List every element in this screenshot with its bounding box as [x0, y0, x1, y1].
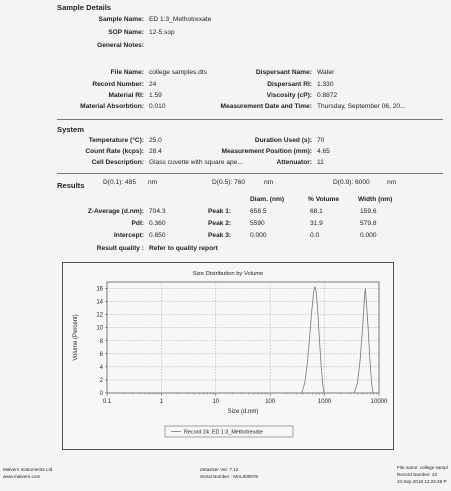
- pdi-label: PdI:: [131, 220, 144, 227]
- result-quality-value: Refer to quality report: [149, 245, 218, 252]
- attenuator-value: 11: [317, 159, 324, 166]
- x-tick-label: 10000: [370, 399, 388, 405]
- results-heading: Results: [57, 181, 85, 190]
- footer-date: 24 Sep 2018 12:22:48 P: [397, 479, 447, 484]
- series-point: [362, 327, 363, 328]
- duration-label: Duration Used (s):: [254, 137, 312, 144]
- divider-system: [57, 119, 443, 120]
- x-axis-label: Size (d.nm): [227, 409, 259, 415]
- record-number-label: Record Number:: [92, 81, 144, 88]
- file-name-value: college samples.dts: [149, 69, 207, 76]
- temperature-label: Temperature (°C):: [88, 137, 144, 144]
- count-rate-value: 28.4: [149, 148, 162, 155]
- series-point: [322, 383, 323, 384]
- y-tick-label: 0: [99, 391, 103, 397]
- count-rate-label: Count Rate (kcps):: [85, 148, 144, 155]
- measurement-position-value: 4.65: [317, 148, 330, 155]
- footer-website: www.malvern.com: [3, 474, 41, 479]
- y-tick-label: 12: [96, 312, 103, 319]
- peak-3-volume: 0.0: [310, 232, 320, 239]
- series-point: [301, 393, 302, 394]
- plot-area: [107, 282, 379, 393]
- x-tick-label: 1000: [317, 399, 332, 405]
- sop-name-value: 12-5.sop: [149, 29, 175, 36]
- peak-3-diam: 0.000: [250, 232, 267, 239]
- z-average-value: 704.3: [149, 208, 166, 215]
- series-point: [313, 291, 314, 292]
- viscosity-label: Viscosity (cP):: [266, 92, 312, 99]
- intercept-label: Intercept:: [113, 232, 144, 239]
- material-ri-value: 1.59: [149, 92, 162, 99]
- system-heading: System: [57, 125, 85, 134]
- d01-label: D(0.1): 485: [103, 179, 136, 186]
- peak-1-label: Peak 1:: [208, 208, 232, 215]
- series-point: [309, 337, 310, 338]
- footer-serial-number: Serial Number : MAL500978: [200, 474, 258, 479]
- series-point: [365, 288, 366, 289]
- duration-value: 70: [317, 137, 325, 144]
- series-point: [321, 363, 322, 364]
- y-tick-label: 6: [99, 351, 103, 358]
- series-line: [302, 287, 373, 393]
- file-name-label: File Name:: [110, 69, 144, 76]
- peak-2-width: 579.8: [360, 220, 377, 227]
- dispersant-ri-value: 1.330: [317, 81, 334, 88]
- d05-unit: nm: [264, 179, 274, 186]
- material-absorption-value: 0.010: [149, 103, 166, 110]
- x-tick-label: 100: [265, 399, 276, 405]
- viscosity-value: 0.8872: [317, 92, 338, 99]
- d01-unit: nm: [148, 179, 158, 186]
- sop-name-label: SOP Name:: [108, 29, 144, 36]
- d09-label: D(0.9): 6000: [333, 179, 370, 186]
- dispersant-name-value: Water: [317, 69, 335, 76]
- series-point: [311, 311, 312, 312]
- sample-name-value: ED 1:3_Methotrexate: [149, 16, 212, 23]
- series-point: [307, 363, 308, 364]
- col-width-header: Width (nm): [358, 196, 393, 203]
- cell-description-value: Glass cuvette with square ape...: [149, 159, 243, 166]
- pdi-value: 0.360: [149, 220, 166, 227]
- d05-label: D(0.5): 760: [212, 179, 245, 186]
- dispersant-ri-label: Dispersant RI:: [267, 81, 312, 88]
- record-number-value: 24: [149, 81, 157, 88]
- y-tick-label: 16: [96, 286, 103, 293]
- sample-details-heading: Sample Details: [57, 3, 112, 12]
- series-point: [304, 383, 305, 384]
- footer-record-number: Record Number: 24: [397, 472, 438, 477]
- x-tick-label: 10: [212, 399, 220, 405]
- peak-1-diam: 658.5: [250, 208, 267, 215]
- measurement-position-label: Measurement Position (mm):: [221, 148, 312, 155]
- series-point: [319, 337, 320, 338]
- temperature-value: 25.0: [149, 137, 162, 144]
- chart-title: Size Distribution by Volume: [192, 271, 264, 277]
- series-point: [316, 291, 317, 292]
- z-average-label: Z-Average (d.nm):: [87, 208, 144, 215]
- y-tick-label: 14: [96, 299, 103, 306]
- y-tick-label: 4: [99, 364, 103, 371]
- cell-description-label: Cell Description:: [91, 159, 144, 166]
- peak-3-width: 0.000: [360, 232, 377, 239]
- attenuator-label: Attenuator:: [276, 159, 312, 166]
- footer-software-version: Zetasizer Ver. 7.12: [200, 467, 239, 472]
- measurement-date-label: Measurement Date and Time:: [220, 103, 312, 110]
- col-volume-header: % Volume: [308, 196, 340, 203]
- material-ri-label: Material RI:: [108, 92, 144, 99]
- intercept-value: 0.850: [149, 232, 166, 239]
- x-tick-label: 1: [159, 399, 164, 405]
- series-point: [354, 393, 355, 394]
- series-point: [324, 393, 325, 394]
- peak-2-label: Peak 2:: [208, 220, 232, 227]
- peak-1-width: 159.6: [360, 208, 377, 215]
- y-axis-label: Volume (Percent): [73, 314, 79, 361]
- series-point: [370, 360, 371, 361]
- general-notes-label: General Notes:: [97, 42, 144, 49]
- y-tick-label: 10: [96, 325, 103, 332]
- series-point: [371, 383, 372, 384]
- footer-file-name: File name: college sampl: [397, 465, 448, 470]
- series-point: [373, 393, 374, 394]
- series-point: [314, 286, 315, 287]
- material-absorption-label: Material Absorbtion:: [80, 103, 144, 110]
- col-diam-header: Diam. (nm): [250, 196, 285, 203]
- divider-results: [57, 173, 443, 174]
- peak-3-label: Peak 3:: [208, 232, 232, 239]
- peak-2-diam: 5590: [250, 220, 265, 227]
- legend-entry: Record 24: ED 1:3_Methotrexate: [184, 429, 263, 436]
- series-point: [360, 360, 361, 361]
- chart-svg: [63, 263, 393, 449]
- y-tick-label: 2: [99, 377, 103, 384]
- series-point: [317, 311, 318, 312]
- peak-1-volume: 68.1: [310, 208, 323, 215]
- series-point: [357, 383, 358, 384]
- size-distribution-chart: [62, 262, 394, 450]
- d09-unit: nm: [387, 179, 397, 186]
- y-tick-label: 8: [99, 338, 103, 345]
- peak-2-volume: 31.9: [310, 220, 323, 227]
- sample-name-label: Sample Name:: [98, 16, 144, 23]
- footer-company: Malvern Instruments Ltd: [3, 467, 53, 472]
- measurement-date-value: Thursday, September 06, 20...: [317, 103, 406, 110]
- series-point: [366, 298, 367, 299]
- result-quality-label: Result quality :: [96, 245, 144, 252]
- series-point: [364, 298, 365, 299]
- x-tick-label: 0.1: [102, 399, 112, 405]
- dispersant-name-label: Dispersant Name:: [255, 69, 312, 76]
- series-point: [368, 327, 369, 328]
